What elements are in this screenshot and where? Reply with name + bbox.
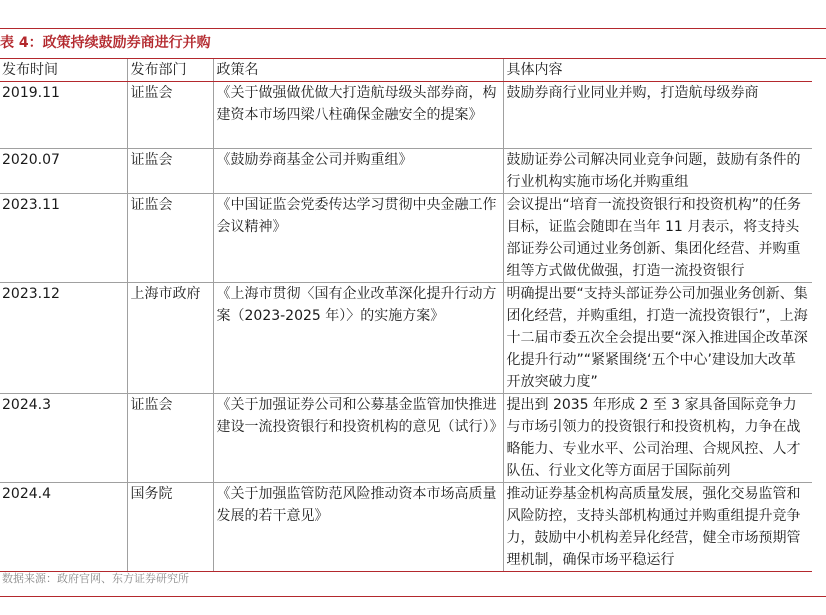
cell-date: 2023.11	[0, 194, 127, 283]
header-row	[0, 59, 812, 82]
table-row	[0, 394, 812, 483]
table-row	[0, 283, 812, 394]
cell-dept: 上海市政府	[127, 283, 213, 394]
cell-dept: 证监会	[127, 194, 213, 283]
table-row	[0, 483, 812, 572]
table-row	[0, 82, 812, 149]
source-note: 数据来源：政府官网、东方证券研究所	[2, 572, 189, 585]
top-rule	[0, 28, 826, 29]
cell-content: 推动证券基金机构高质量发展，强化交易监管和风险防控，支持头部机构通过并购重组提升竞争力，鼓励中小机构差异化经营，健全市场预期管理机制，确保市场平稳运行	[503, 483, 812, 572]
cell-content: 明确提出要“支持头部证券公司加强业务创新、集团化经营，并购重组，打造一流投资银行”，上海十二届市委五次全会提出要“深入推进国企改革深化提升行动”“紧紧围绕‘五个中心’建设加大改革开放突破力度”	[503, 283, 812, 394]
table-body	[0, 82, 812, 572]
bottom-rule	[0, 596, 826, 597]
cell-date: 2020.07	[0, 149, 127, 194]
table-row	[0, 194, 812, 283]
header-date: 发布时间	[0, 59, 127, 82]
cell-dept: 证监会	[127, 394, 213, 483]
cell-dept: 国务院	[127, 483, 213, 572]
header-policy: 政策名	[213, 59, 503, 82]
cell-date: 2023.12	[0, 283, 127, 394]
table-title: 表 4：政策持续鼓励券商进行并购	[0, 35, 211, 51]
cell-dept: 证监会	[127, 82, 213, 149]
cell-content: 鼓励券商行业同业并购，打造航母级券商	[503, 82, 812, 149]
table-header	[0, 59, 812, 82]
cell-policy: 《中国证监会党委传达学习贯彻中央金融工作会议精神》	[213, 194, 503, 283]
header-dept: 发布部门	[127, 59, 213, 82]
cell-policy: 《关于加强证券公司和公募基金监管加快推进建设一流投资银行和投资机构的意见（试行）》	[213, 394, 503, 483]
policy-table	[0, 59, 812, 572]
cell-content: 提出到 2035 年形成 2 至 3 家具备国际竞争力与市场引领力的投资银行和投资机构，力争在战略能力、专业水平、公司治理、合规风控、人才队伍、行业文化等方面居于国际前列	[503, 394, 812, 483]
cell-date: 2019.11	[0, 82, 127, 149]
cell-content: 鼓励证券公司解决同业竞争问题，鼓励有条件的行业机构实施市场化并购重组	[503, 149, 812, 194]
cell-policy: 《关于加强监管防范风险推动资本市场高质量发展的若干意见》	[213, 483, 503, 572]
cell-dept: 证监会	[127, 149, 213, 194]
table-row	[0, 149, 812, 194]
cell-content: 会议提出“培育一流投资银行和投资机构”的任务目标，证监会随即在当年 11 月表示，将支持头部证券公司通过业务创新、集团化经营、并购重组等方式做优做强，打造一流投资银行	[503, 194, 812, 283]
cell-policy: 《关于做强做优做大打造航母级头部券商，构建资本市场四梁八柱确保金融安全的提案》	[213, 82, 503, 149]
cell-policy: 《鼓励券商基金公司并购重组》	[213, 149, 503, 194]
cell-policy: 《上海市贯彻〈国有企业改革深化提升行动方案（2023-2025 年）〉的实施方案》	[213, 283, 503, 394]
header-content: 具体内容	[503, 59, 812, 82]
cell-date: 2024.4	[0, 483, 127, 572]
cell-date: 2024.3	[0, 394, 127, 483]
